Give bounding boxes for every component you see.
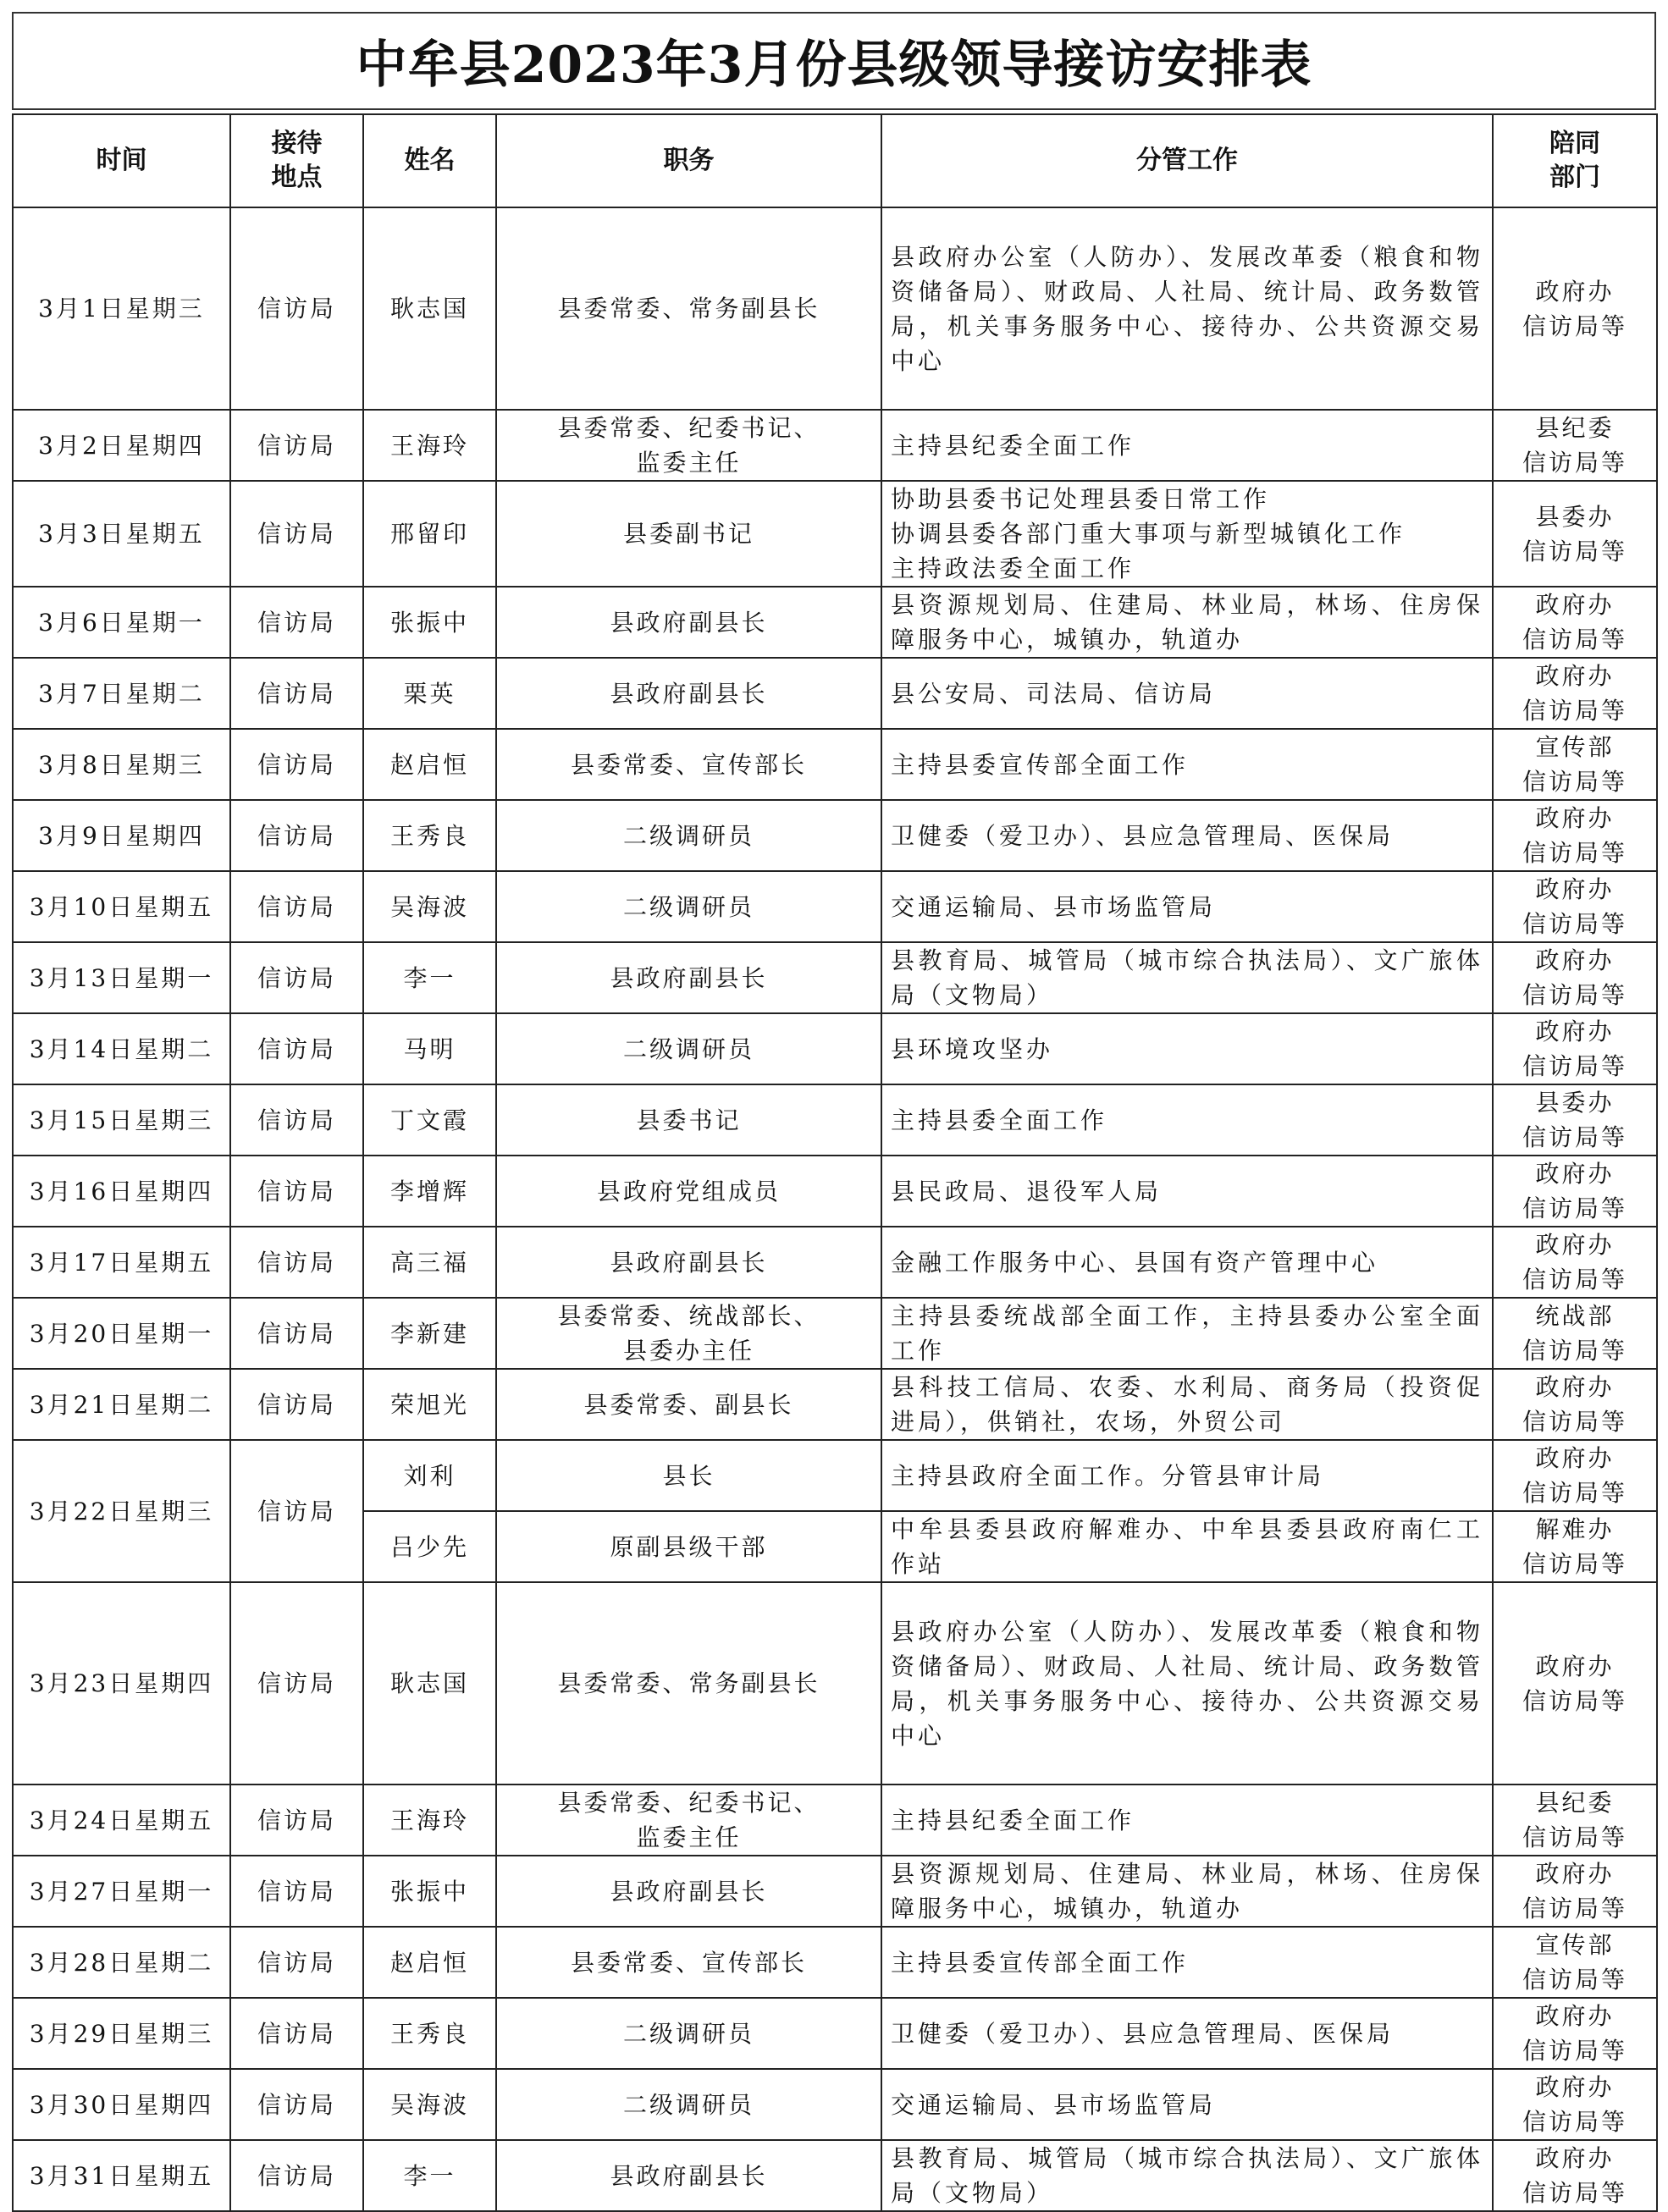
cell-position: 县委常委、常务副县长 [496,1582,881,1784]
header-date: 时间 [13,114,230,207]
cell-name: 高三福 [363,1227,496,1298]
header-work: 分管工作 [881,114,1493,207]
cell-work: 中牟县委县政府解难办、中牟县委县政府南仁工作站 [881,1511,1493,1582]
cell-name: 王秀良 [363,1998,496,2069]
cell-dept: 政府办 信访局等 [1493,800,1657,871]
table-row [13,942,1657,1013]
cell-position: 二级调研员 [496,871,881,942]
cell-date: 3月6日星期一 [13,587,230,658]
cell-date: 3月17日星期五 [13,1227,230,1298]
cell-place: 信访局 [230,587,363,658]
cell-name: 张振中 [363,1856,496,1927]
cell-position: 县长 [496,1440,881,1511]
cell-dept: 宣传部 信访局等 [1493,729,1657,800]
table-row [13,1156,1657,1227]
cell-name: 吴海波 [363,871,496,942]
cell-date: 3月27日星期一 [13,1856,230,1927]
table-row [13,207,1657,410]
table-row [13,871,1657,942]
cell-position: 县委常委、宣传部长 [496,729,881,800]
cell-dept: 政府办 信访局等 [1493,207,1657,410]
cell-place: 信访局 [230,207,363,410]
cell-dept: 县委办 信访局等 [1493,481,1657,587]
table-row [13,1998,1657,2069]
cell-date: 3月9日星期四 [13,800,230,871]
page-title: 中牟县2023年3月份县级领导接访安排表 [12,12,1656,110]
cell-place: 信访局 [230,1856,363,1927]
cell-place: 信访局 [230,729,363,800]
cell-dept: 县纪委 信访局等 [1493,410,1657,481]
cell-work: 县教育局、城管局（城市综合执法局）、文广旅体局（文物局） [881,2140,1493,2211]
cell-name: 邢留印 [363,481,496,587]
cell-name: 荣旭光 [363,1369,496,1440]
cell-name: 王秀良 [363,800,496,871]
cell-work: 主持县纪委全面工作 [881,1784,1493,1856]
cell-position: 二级调研员 [496,2069,881,2140]
cell-place: 信访局 [230,2140,363,2211]
table-row [13,1084,1657,1156]
cell-dept: 政府办 信访局等 [1493,942,1657,1013]
cell-place: 信访局 [230,2069,363,2140]
cell-place: 信访局 [230,800,363,871]
table-row [13,587,1657,658]
cell-name: 栗英 [363,658,496,729]
header-position: 职务 [496,114,881,207]
table-row [13,800,1657,871]
cell-place: 信访局 [230,942,363,1013]
schedule-sheet [12,12,1656,2212]
cell-place: 信访局 [230,481,363,587]
cell-name: 刘利 [363,1440,496,1511]
cell-name: 王海玲 [363,410,496,481]
table-row [13,1927,1657,1998]
cell-dept: 政府办 信访局等 [1493,658,1657,729]
cell-date: 3月24日星期五 [13,1784,230,1856]
cell-position: 县委书记 [496,1084,881,1156]
table-row [13,2140,1657,2211]
cell-date: 3月10日星期五 [13,871,230,942]
header-row [13,114,1657,207]
cell-date: 3月29日星期三 [13,1998,230,2069]
cell-position: 县政府副县长 [496,2140,881,2211]
cell-work: 县资源规划局、住建局、林业局，林场、住房保障服务中心，城镇办，轨道办 [881,1856,1493,1927]
cell-work: 卫健委（爱卫办）、县应急管理局、医保局 [881,1998,1493,2069]
cell-place: 信访局 [230,410,363,481]
cell-name: 李一 [363,942,496,1013]
cell-dept: 政府办 信访局等 [1493,1156,1657,1227]
cell-date: 3月7日星期二 [13,658,230,729]
cell-date: 3月30日星期四 [13,2069,230,2140]
cell-work: 协助县委书记处理县委日常工作 协调县委各部门重大事项与新型城镇化工作 主持政法委全面工作 [881,481,1493,587]
cell-work: 县教育局、城管局（城市综合执法局）、文广旅体局（文物局） [881,942,1493,1013]
cell-dept: 解难办 信访局等 [1493,1511,1657,1582]
cell-dept: 政府办 信访局等 [1493,1998,1657,2069]
cell-place: 信访局 [230,1369,363,1440]
cell-place: 信访局 [230,658,363,729]
cell-name: 马明 [363,1013,496,1084]
cell-name: 李新建 [363,1298,496,1369]
cell-dept: 政府办 信访局等 [1493,1227,1657,1298]
cell-dept: 统战部 信访局等 [1493,1298,1657,1369]
cell-position: 县委常委、常务副县长 [496,207,881,410]
cell-dept: 政府办 信访局等 [1493,587,1657,658]
table-row [13,1298,1657,1369]
table-row [13,1369,1657,1440]
cell-work: 县政府办公室（人防办）、发展改革委（粮食和物资储备局）、财政局、人社局、统计局、政务数管局，机关事务服务中心、接待办、公共资源交易中心 [881,207,1493,410]
cell-work: 主持县委全面工作 [881,1084,1493,1156]
cell-dept: 宣传部 信访局等 [1493,1927,1657,1998]
cell-position: 县委常委、纪委书记、 监委主任 [496,410,881,481]
cell-work: 卫健委（爱卫办）、县应急管理局、医保局 [881,800,1493,871]
cell-work: 县资源规划局、住建局、林业局，林场、住房保障服务中心，城镇办，轨道办 [881,587,1493,658]
table-row [13,1582,1657,1784]
cell-dept: 政府办 信访局等 [1493,1582,1657,1784]
cell-place: 信访局 [230,1927,363,1998]
cell-name: 耿志国 [363,207,496,410]
cell-position: 二级调研员 [496,800,881,871]
cell-name: 丁文霞 [363,1084,496,1156]
cell-date: 3月20日星期一 [13,1298,230,1369]
cell-date: 3月8日星期三 [13,729,230,800]
cell-dept: 政府办 信访局等 [1493,1013,1657,1084]
cell-position: 县委常委、宣传部长 [496,1927,881,1998]
cell-position: 县委常委、统战部长、 县委办主任 [496,1298,881,1369]
cell-work: 主持县委宣传部全面工作 [881,1927,1493,1998]
cell-position: 二级调研员 [496,1998,881,2069]
cell-date: 3月23日星期四 [13,1582,230,1784]
cell-position: 县委常委、纪委书记、 监委主任 [496,1784,881,1856]
cell-work: 县公安局、司法局、信访局 [881,658,1493,729]
cell-dept: 政府办 信访局等 [1493,2069,1657,2140]
cell-place: 信访局 [230,1998,363,2069]
cell-dept: 县纪委 信访局等 [1493,1784,1657,1856]
cell-work: 县科技工信局、农委、水利局、商务局（投资促进局），供销社，农场，外贸公司 [881,1369,1493,1440]
cell-date: 3月13日星期一 [13,942,230,1013]
header-name: 姓名 [363,114,496,207]
table-row [13,658,1657,729]
cell-date: 3月16日星期四 [13,1156,230,1227]
cell-place: 信访局 [230,871,363,942]
cell-dept: 政府办 信访局等 [1493,871,1657,942]
cell-dept: 县委办 信访局等 [1493,1084,1657,1156]
cell-position: 县政府副县长 [496,942,881,1013]
table-row [13,1440,1657,1511]
cell-work: 主持县委统战部全面工作，主持县委办公室全面工作 [881,1298,1493,1369]
cell-work: 主持县委宣传部全面工作 [881,729,1493,800]
cell-work: 交通运输局、县市场监管局 [881,871,1493,942]
cell-dept: 政府办 信访局等 [1493,1856,1657,1927]
table-row [13,481,1657,587]
cell-name: 李增辉 [363,1156,496,1227]
cell-name: 赵启恒 [363,1927,496,1998]
cell-work: 县环境攻坚办 [881,1013,1493,1084]
table-row [13,1856,1657,1927]
cell-name: 赵启恒 [363,729,496,800]
cell-date: 3月15日星期三 [13,1084,230,1156]
table-row [13,2069,1657,2140]
table-row [13,729,1657,800]
table-body [13,207,1657,2211]
cell-work: 县民政局、退役军人局 [881,1156,1493,1227]
cell-date: 3月22日星期三 [13,1440,230,1582]
table-row [13,1013,1657,1084]
cell-place: 信访局 [230,1156,363,1227]
cell-place: 信访局 [230,1440,363,1582]
schedule-table [12,113,1658,2212]
cell-date: 3月2日星期四 [13,410,230,481]
table-row [13,1784,1657,1856]
cell-position: 二级调研员 [496,1013,881,1084]
cell-work: 交通运输局、县市场监管局 [881,2069,1493,2140]
cell-position: 县委常委、副县长 [496,1369,881,1440]
header-place: 接待 地点 [230,114,363,207]
cell-date: 3月3日星期五 [13,481,230,587]
cell-place: 信访局 [230,1227,363,1298]
cell-place: 信访局 [230,1013,363,1084]
cell-position: 县政府副县长 [496,587,881,658]
cell-work: 主持县政府全面工作。分管县审计局 [881,1440,1493,1511]
cell-position: 县政府党组成员 [496,1156,881,1227]
cell-name: 张振中 [363,587,496,658]
cell-place: 信访局 [230,1298,363,1369]
cell-position: 县委副书记 [496,481,881,587]
table-row [13,410,1657,481]
cell-work: 主持县纪委全面工作 [881,410,1493,481]
cell-name: 王海玲 [363,1784,496,1856]
cell-position: 县政府副县长 [496,658,881,729]
cell-name: 吕少先 [363,1511,496,1582]
cell-place: 信访局 [230,1582,363,1784]
cell-name: 吴海波 [363,2069,496,2140]
header-dept: 陪同 部门 [1493,114,1657,207]
cell-date: 3月31日星期五 [13,2140,230,2211]
cell-place: 信访局 [230,1084,363,1156]
cell-position: 县政府副县长 [496,1856,881,1927]
cell-date: 3月21日星期二 [13,1369,230,1440]
cell-place: 信访局 [230,1784,363,1856]
cell-work: 金融工作服务中心、县国有资产管理中心 [881,1227,1493,1298]
cell-date: 3月14日星期二 [13,1013,230,1084]
table-row [13,1227,1657,1298]
cell-name: 李一 [363,2140,496,2211]
cell-name: 耿志国 [363,1582,496,1784]
cell-position: 原副县级干部 [496,1511,881,1582]
cell-date: 3月1日星期三 [13,207,230,410]
cell-date: 3月28日星期二 [13,1927,230,1998]
cell-dept: 政府办 信访局等 [1493,1440,1657,1511]
cell-dept: 政府办 信访局等 [1493,2140,1657,2211]
cell-dept: 政府办 信访局等 [1493,1369,1657,1440]
cell-position: 县政府副县长 [496,1227,881,1298]
cell-work: 县政府办公室（人防办）、发展改革委（粮食和物资储备局）、财政局、人社局、统计局、政务数管局，机关事务服务中心、接待办、公共资源交易中心 [881,1582,1493,1784]
